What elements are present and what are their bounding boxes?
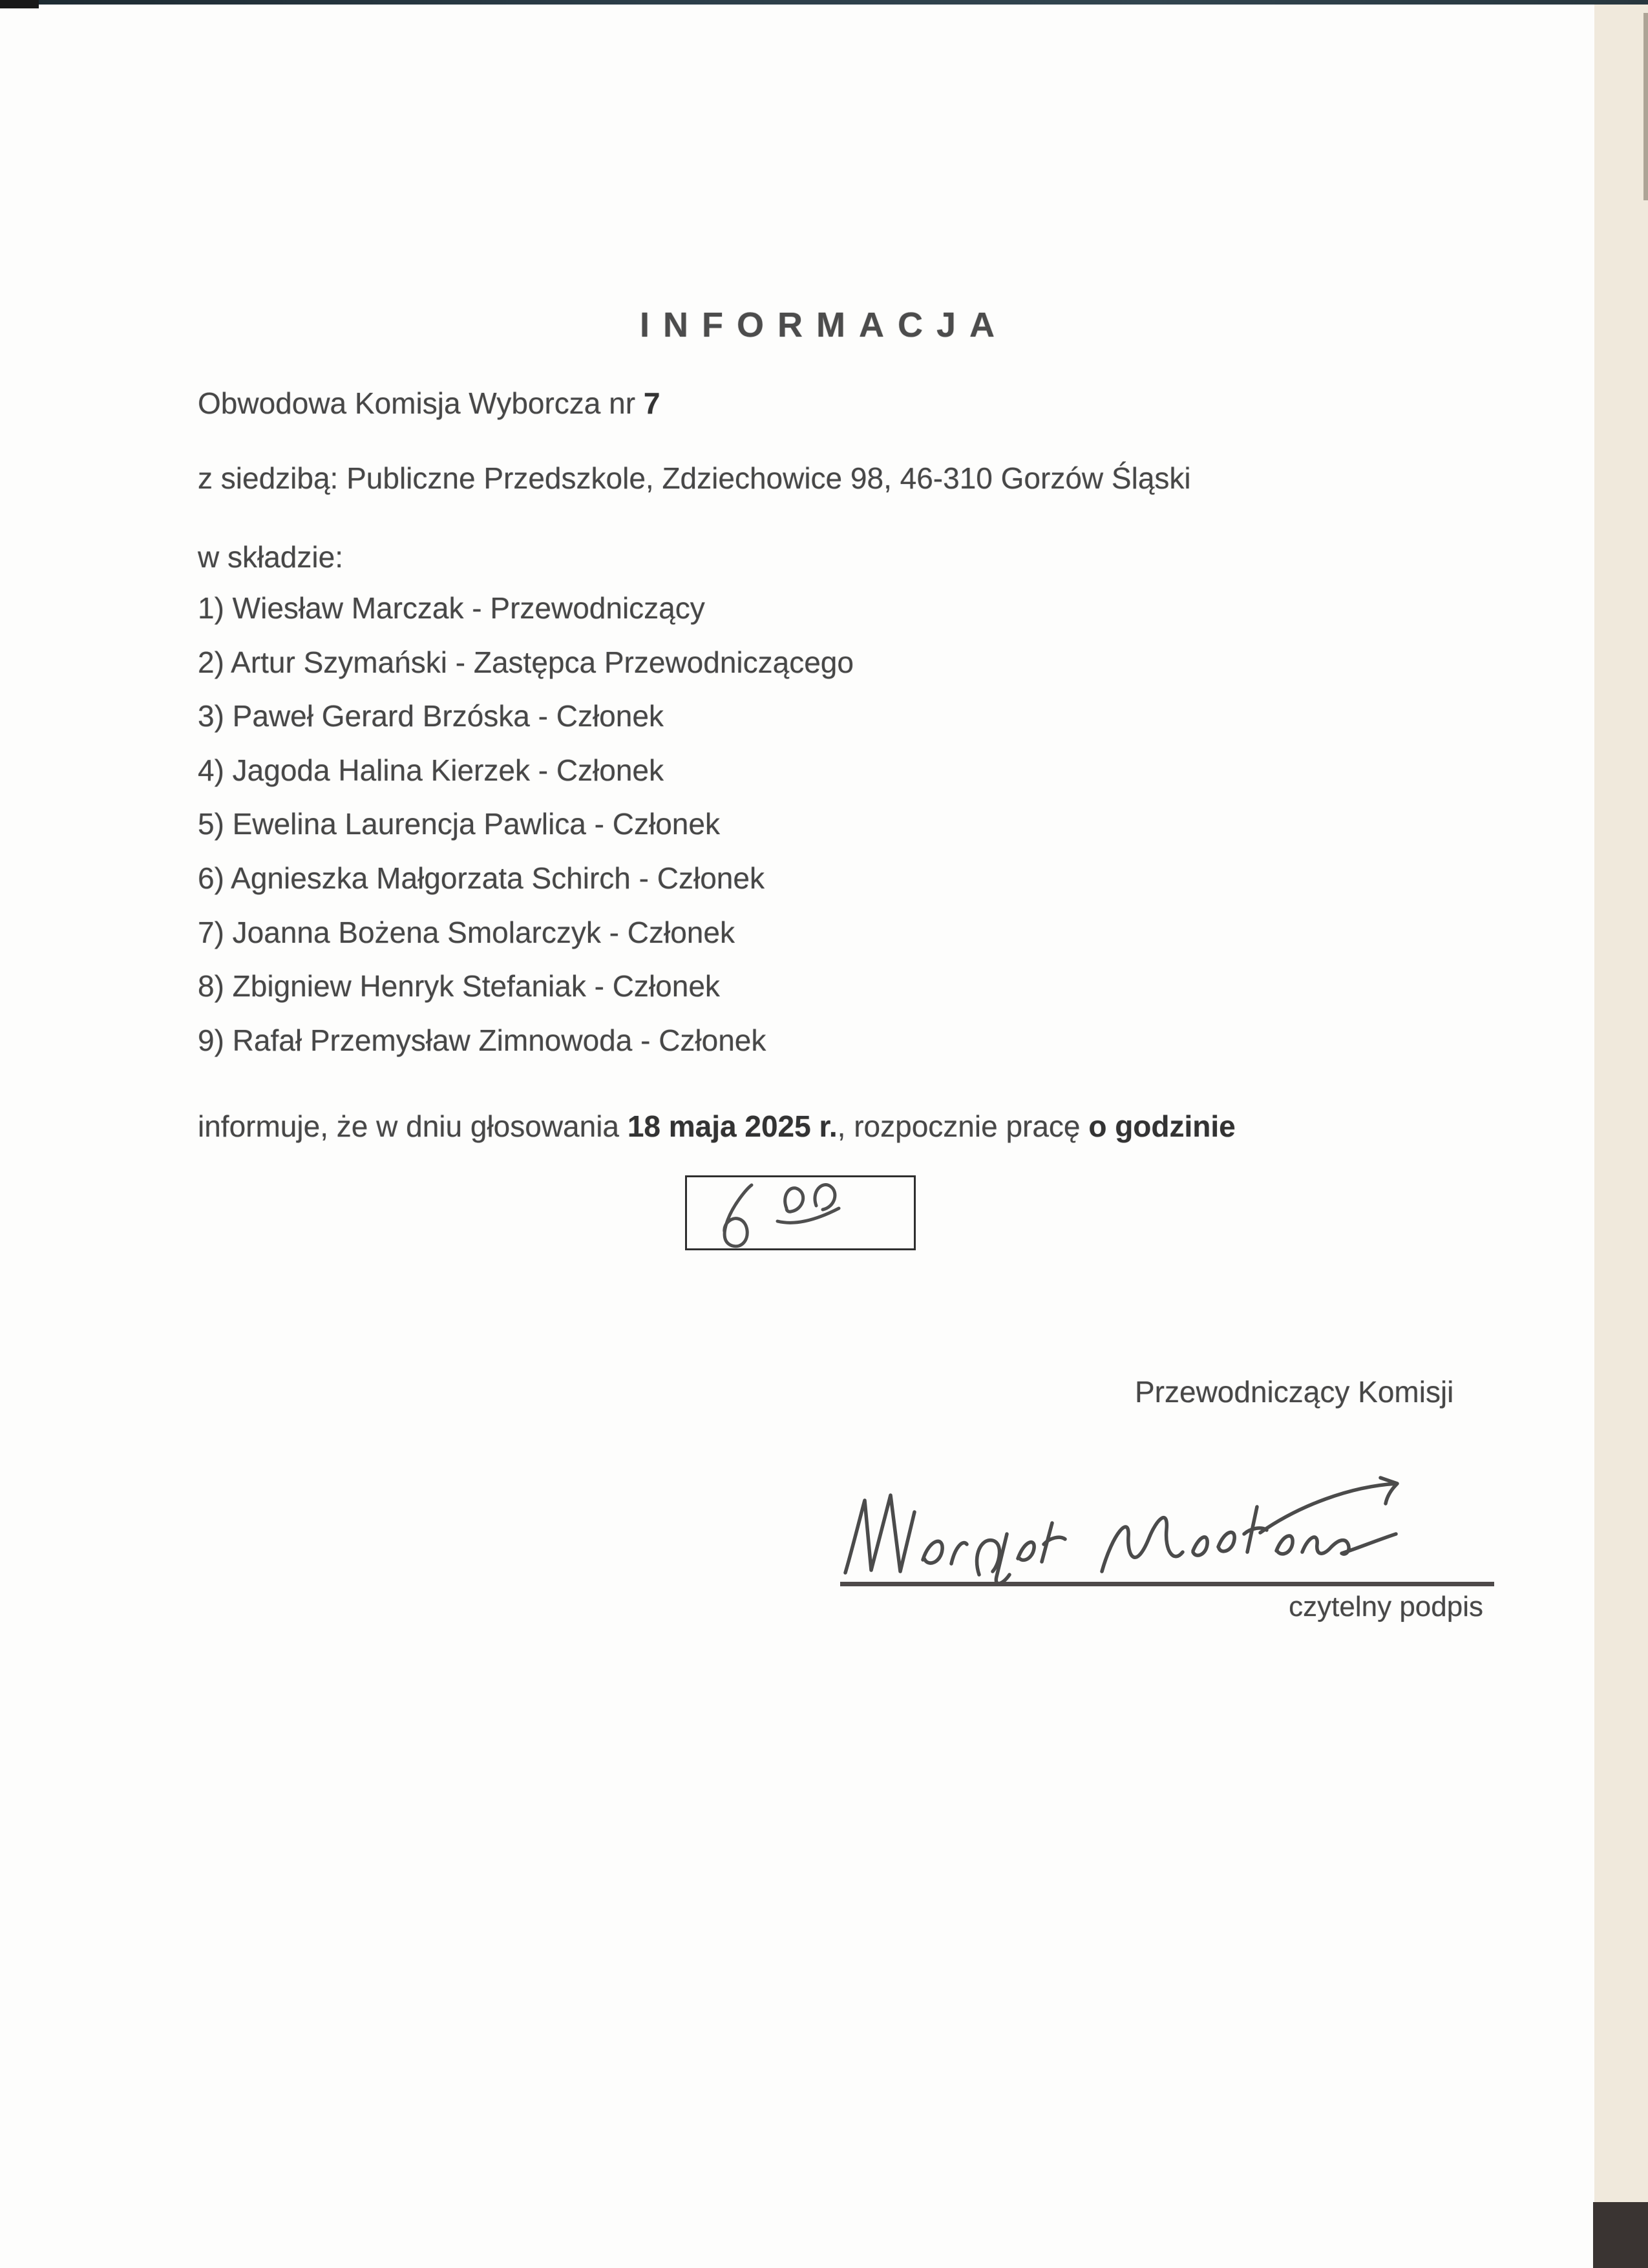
composition-label: w składzie: bbox=[198, 540, 343, 574]
member-list bbox=[198, 582, 854, 1067]
commission-prefix: Obwodowa Komisja Wyborcza nr bbox=[198, 386, 644, 420]
seat-address-line: z siedzibą: Publiczne Przedszkole, Zdziechowice 98, 46-310 Gorzów Śląski bbox=[198, 461, 1191, 495]
member-row: 9) Rafał Przemysław Zimnowoda - Członek bbox=[198, 1023, 766, 1057]
scan-top-left-corner-artifact bbox=[0, 0, 39, 8]
scan-top-edge-artifact bbox=[0, 0, 1648, 5]
handwritten-time bbox=[687, 1177, 914, 1248]
handwritten-signature bbox=[834, 1475, 1499, 1588]
signer-role-title: Przewodniczący Komisji bbox=[1135, 1375, 1454, 1409]
member-row: 3) Paweł Gerard Brzóska - Członek bbox=[198, 699, 664, 733]
member-row: 7) Joanna Bożena Smolarczyk - Członek bbox=[198, 915, 735, 949]
signature-line bbox=[840, 1582, 1494, 1586]
member-row: 1) Wiesław Marczak - Przewodniczący bbox=[198, 591, 705, 625]
signature-caption: czytelny podpis bbox=[1289, 1591, 1483, 1622]
commission-line bbox=[198, 386, 660, 421]
member-row: 5) Ewelina Laurencja Pawlica - Członek bbox=[198, 807, 720, 841]
member-row: 4) Jagoda Halina Kierzek - Członek bbox=[198, 753, 664, 787]
info-part2: , rozpocznie pracę bbox=[837, 1109, 1089, 1143]
commission-number: 7 bbox=[643, 386, 660, 420]
voting-day-info-line bbox=[198, 1109, 1236, 1144]
member-row: 8) Zbigniew Henryk Stefaniak - Członek bbox=[198, 969, 720, 1003]
member-row: 2) Artur Szymański - Zastępca Przewodniczącego bbox=[198, 645, 854, 679]
info-part1: informuje, że w dniu głosowania bbox=[198, 1109, 628, 1143]
info-part3: o godzinie bbox=[1088, 1109, 1236, 1143]
scan-bottom-right-corner-artifact bbox=[1593, 2202, 1648, 2268]
info-date: 18 maja 2025 r. bbox=[627, 1109, 838, 1143]
document-title: INFORMACJA bbox=[640, 306, 1008, 344]
member-row: 6) Agnieszka Małgorzata Schirch - Członek bbox=[198, 861, 765, 895]
handwritten-time-box bbox=[685, 1175, 916, 1250]
scan-right-edge-sliver bbox=[1643, 13, 1648, 200]
